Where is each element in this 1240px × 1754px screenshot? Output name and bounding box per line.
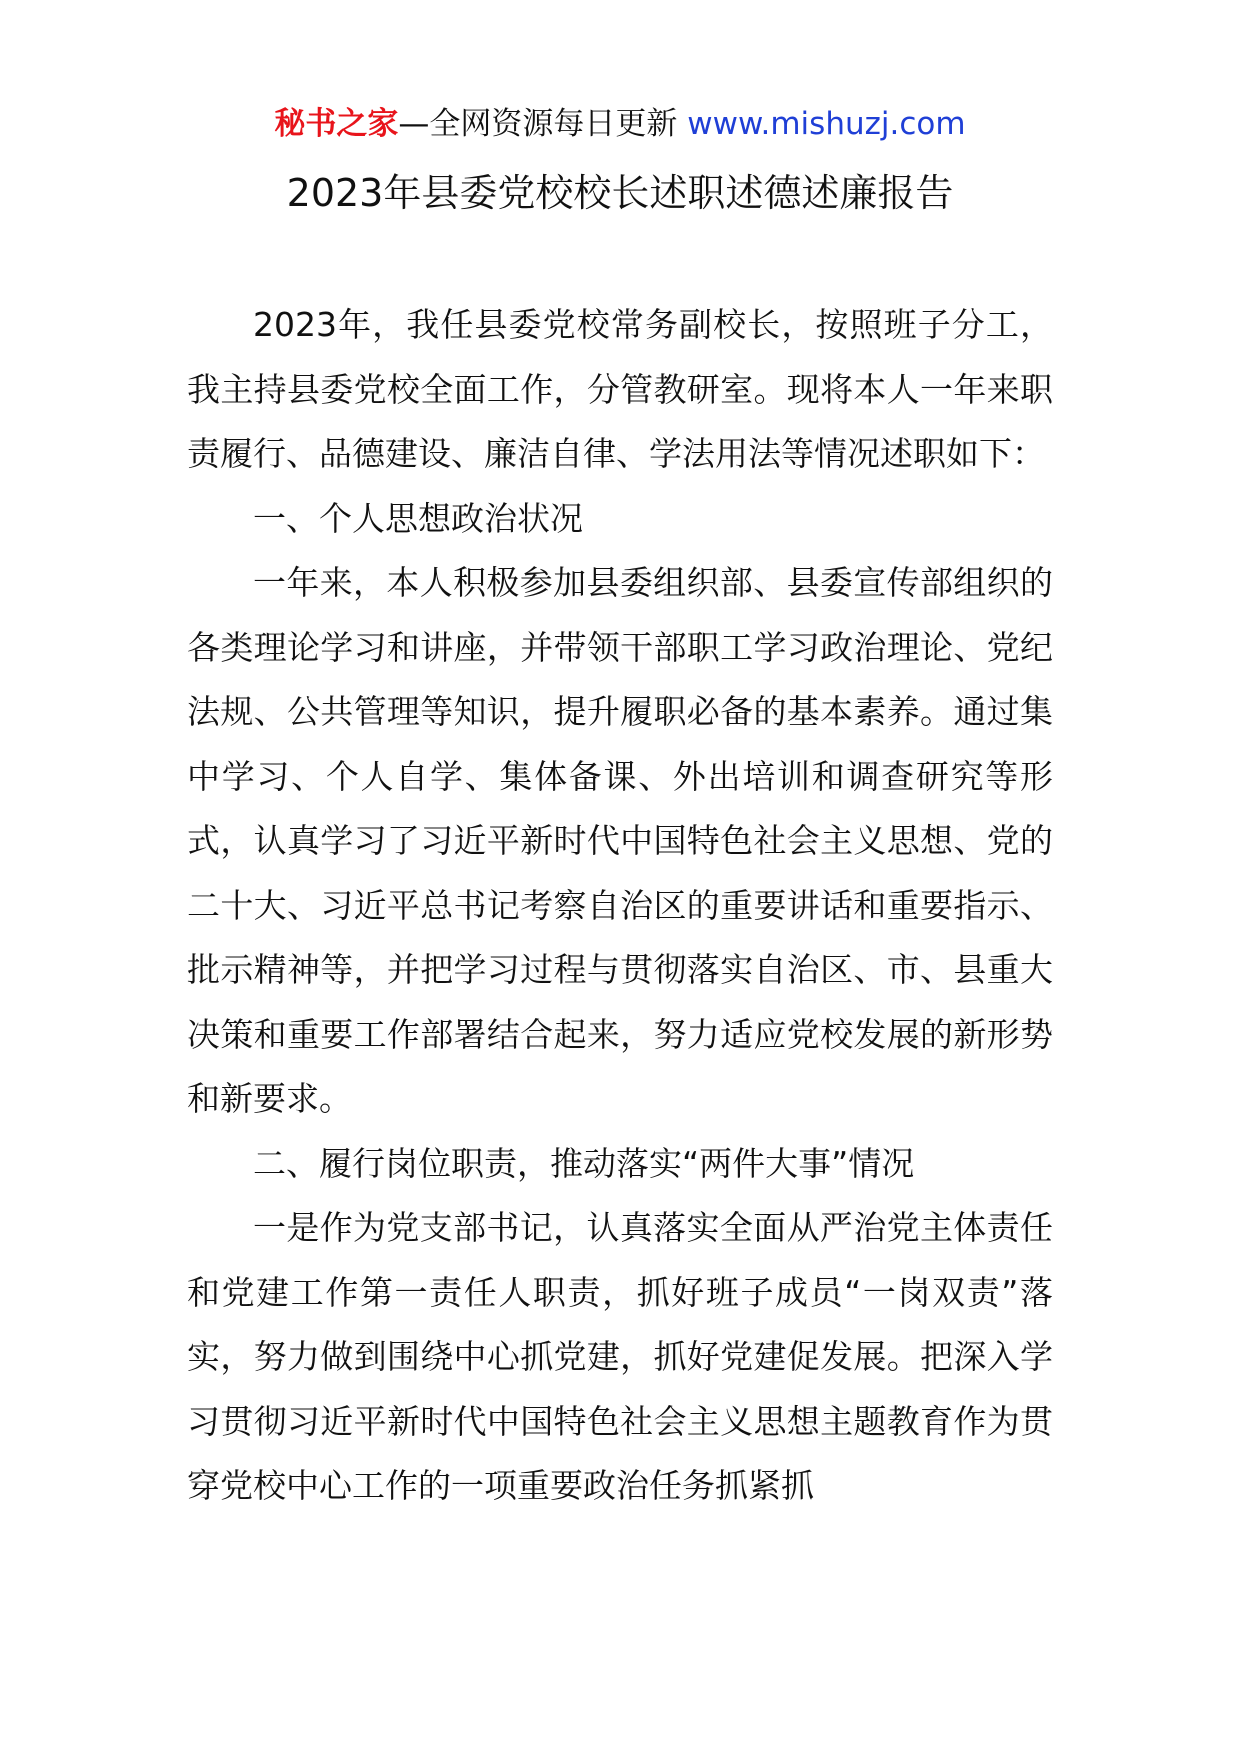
section-heading-1: 一、个人思想政治状况 bbox=[253, 498, 583, 538]
section-2-paragraph: 一是作为党支部书记，认真落实全面从严治党主体责任和党建工作第一责任人职责，抓好班子成员“一岗双责”落实，努力做到围绕中心抓党建，抓好党建促发展。把深入学习贯彻习近平新时代中国特色社会主义思想主题教育作为贯穿党校中心工作的一项重要政治任务抓紧抓 bbox=[187, 1208, 1053, 1505]
site-url-link[interactable]: www.mishuzj.com bbox=[687, 106, 966, 142]
document-body bbox=[187, 293, 1053, 1519]
site-header bbox=[0, 102, 1240, 146]
section-heading-2: 二、履行岗位职责，推动落实“两件大事”情况 bbox=[253, 1143, 915, 1183]
section-1-paragraph: 一年来，本人积极参加县委组织部、县委宣传部组织的各类理论学习和讲座，并带领干部职工学习政治理论、党纪法规、公共管理等知识，提升履职必备的基本素养。通过集中学习、个人自学、集体备课、外出培训和调查研究等形式，认真学习了习近平新时代中国特色社会主义思想、党的二十大、习近平总书记考察自治区的重要讲话和重要指示、批示精神等，并把学习过程与贯彻落实自治区、市、县重大决策和重要工作部署结合起来，努力适应党校发展的新形势和新要求。 bbox=[187, 563, 1053, 1118]
header-tagline: —全网资源每日更新 bbox=[398, 106, 678, 142]
brand-name: 秘书之家 bbox=[274, 106, 399, 142]
document-title: 2023年县委党校校长述职述德述廉报告 bbox=[286, 171, 954, 215]
intro-paragraph: 2023年，我任县委党校常务副校长，按照班子分工，我主持县委党校全面工作，分管教研室。现将本人一年来职责履行、品德建设、廉洁自律、学法用法等情况述职如下： bbox=[187, 305, 1053, 473]
